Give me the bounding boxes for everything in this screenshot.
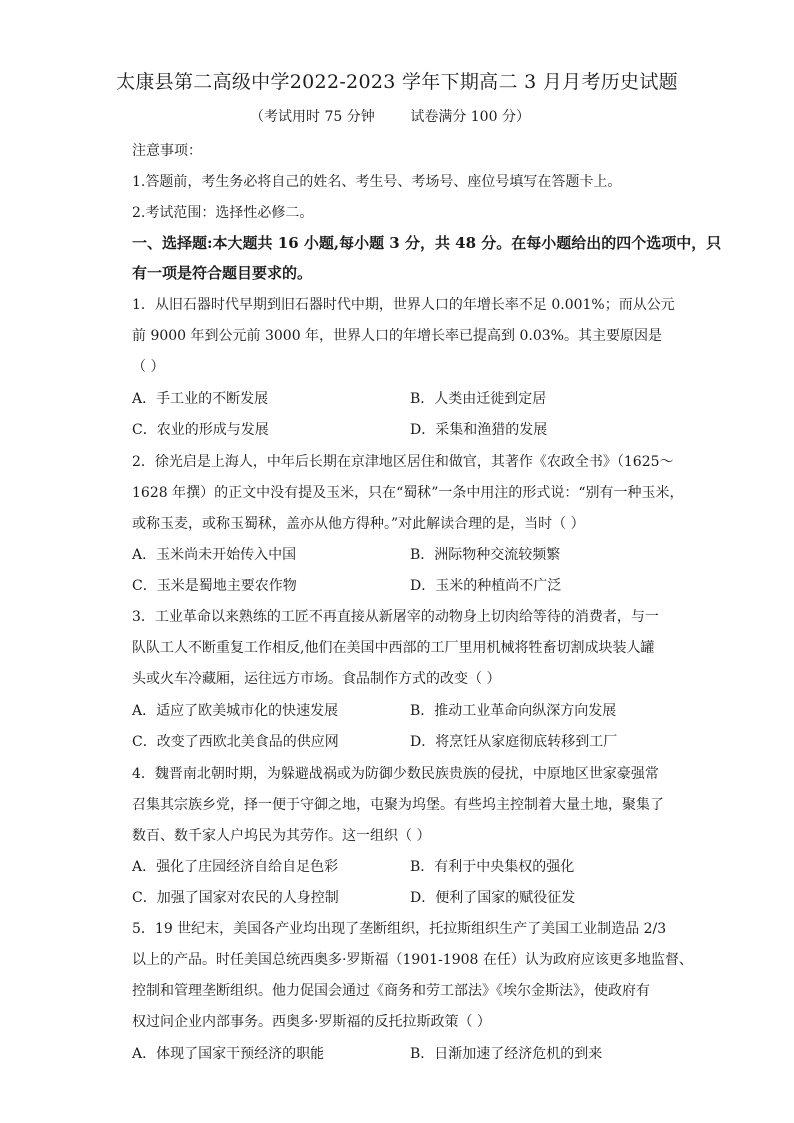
question-5-line-2: 以上的产品。时任美国总统西奥多·罗斯福（1901-1908 在任）认为政府应该更多地监督、 bbox=[132, 952, 693, 968]
notes-heading: 注意事项： bbox=[132, 143, 202, 159]
question-4-option-c: C．加强了国家对农民的人身控制 bbox=[132, 890, 339, 906]
question-1-line-1: 1．从旧石器时代早期到旧石器时代中期，世界人口的年增长率不足 0.001%；而从公元 bbox=[132, 297, 675, 313]
question-2-option-d: D．玉米的种植尚不广泛 bbox=[410, 578, 562, 594]
section-heading: 一、选择题:本大题共 16 小题,每小题 3 分，共 48 分。在每小题给出的四个选项中，只 bbox=[132, 234, 722, 252]
question-5-option-a: A．体现了国家干预经济的职能 bbox=[132, 1046, 325, 1062]
question-1-line-3: （ ） bbox=[132, 359, 165, 375]
question-2-line-1: 2．徐光启是上海人，中年后长期在京津地区居住和做官，其著作《农政全书》（1625～ bbox=[132, 454, 674, 470]
question-2-option-b: B．洲际物种交流较频繁 bbox=[410, 547, 561, 563]
notes-item-2: 2.考试范围：选择性必修二。 bbox=[132, 205, 314, 221]
question-5-line-1: 5．19 世纪末，美国各产业均出现了垄断组织，托拉斯组织生产了美国工业制造品 2/3 bbox=[132, 921, 667, 937]
question-3-option-d: D．将烹饪从家庭彻底转移到工厂 bbox=[410, 734, 618, 750]
question-1-line-2: 前 9000 年到公元前 3000 年，世界人口的年增长率已提高到 0.03%。其主要原因是 bbox=[132, 328, 662, 344]
question-1-option-a: A．手工业的不断发展 bbox=[132, 391, 269, 407]
section-heading-cont: 有一项是符合题目要求的。 bbox=[132, 264, 313, 282]
question-5-line-4: 权过问企业内部事务。西奥多·罗斯福的反托拉斯政策（ ） bbox=[132, 1014, 491, 1030]
exam-duration-note: （考试用时 75 分钟 试卷满分 100 分） bbox=[250, 109, 530, 125]
question-1-option-b: B．人类由迁徙到定居 bbox=[410, 391, 547, 407]
question-4-line-2: 召集其宗族乡党，择一便于守御之地，屯聚为坞堡。有些坞主控制着大量土地，聚集了 bbox=[132, 797, 664, 813]
question-3-line-3: 头或火车冷藏厢，运往远方市场。食品制作方式的改变（ ） bbox=[132, 671, 501, 687]
question-4-line-3: 数百、数千家人户坞民为其劳作。这一组织（ ） bbox=[132, 828, 431, 844]
question-3-option-a: A．适应了欧美城市化的快速发展 bbox=[132, 703, 339, 719]
question-3-option-b: B．推动工业革命向纵深方向发展 bbox=[410, 703, 617, 719]
question-2-option-c: C．玉米是蜀地主要农作物 bbox=[132, 578, 297, 594]
question-1-option-c: C．农业的形成与发展 bbox=[132, 422, 269, 438]
question-3-option-c: C．改变了西欧北美食品的供应网 bbox=[132, 734, 339, 750]
page-title: 太康县第二高级中学2022-2023 学年下期高二 3 月月考历史试题 bbox=[116, 71, 678, 93]
question-2-line-2: 1628 年撰）的正文中没有提及玉米，只在“蜀秫”一条中用注的形式说：“别有一种玉米， bbox=[132, 485, 684, 501]
question-5-option-b: B．日渐加速了经济危机的到来 bbox=[410, 1046, 603, 1062]
question-3-line-2: 队队工人不断重复工作相反,他们在美国中西部的工厂里用机械将牲畜切割成块装人罐 bbox=[132, 640, 655, 656]
question-4-option-d: D．便利了国家的赋役征发 bbox=[410, 890, 576, 906]
question-3-line-1: 3．工业革命以来熟练的工匠不再直接从新屠宰的动物身上切肉给等待的消费者，与一 bbox=[132, 609, 659, 625]
question-4-option-b: B．有利于中央集权的强化 bbox=[410, 859, 575, 875]
question-4-line-1: 4．魏晋南北朝时期，为躲避战祸或为防御少数民族贵族的侵扰，中原地区世家豪强常 bbox=[132, 766, 659, 782]
question-4-option-a: A．强化了庄园经济自给自足色彩 bbox=[132, 859, 339, 875]
question-1-option-d: D．采集和渔猎的发展 bbox=[410, 422, 548, 438]
question-5-line-3: 控制和管理垄断组织。他力促国会通过《商务和劳工部法》《埃尔金斯法》，使政府有 bbox=[132, 983, 650, 999]
notes-item-1: 1.答题前，考生务必将自己的姓名、考生号、考场号、座位号填写在答题卡上。 bbox=[132, 174, 622, 190]
question-2-line-3: 或称玉麦，或称玉蜀秫，盖亦从他方得种。”对此解读合理的是，当时（ ） bbox=[132, 516, 585, 532]
question-2-option-a: A．玉米尚未开始传入中国 bbox=[132, 547, 297, 563]
